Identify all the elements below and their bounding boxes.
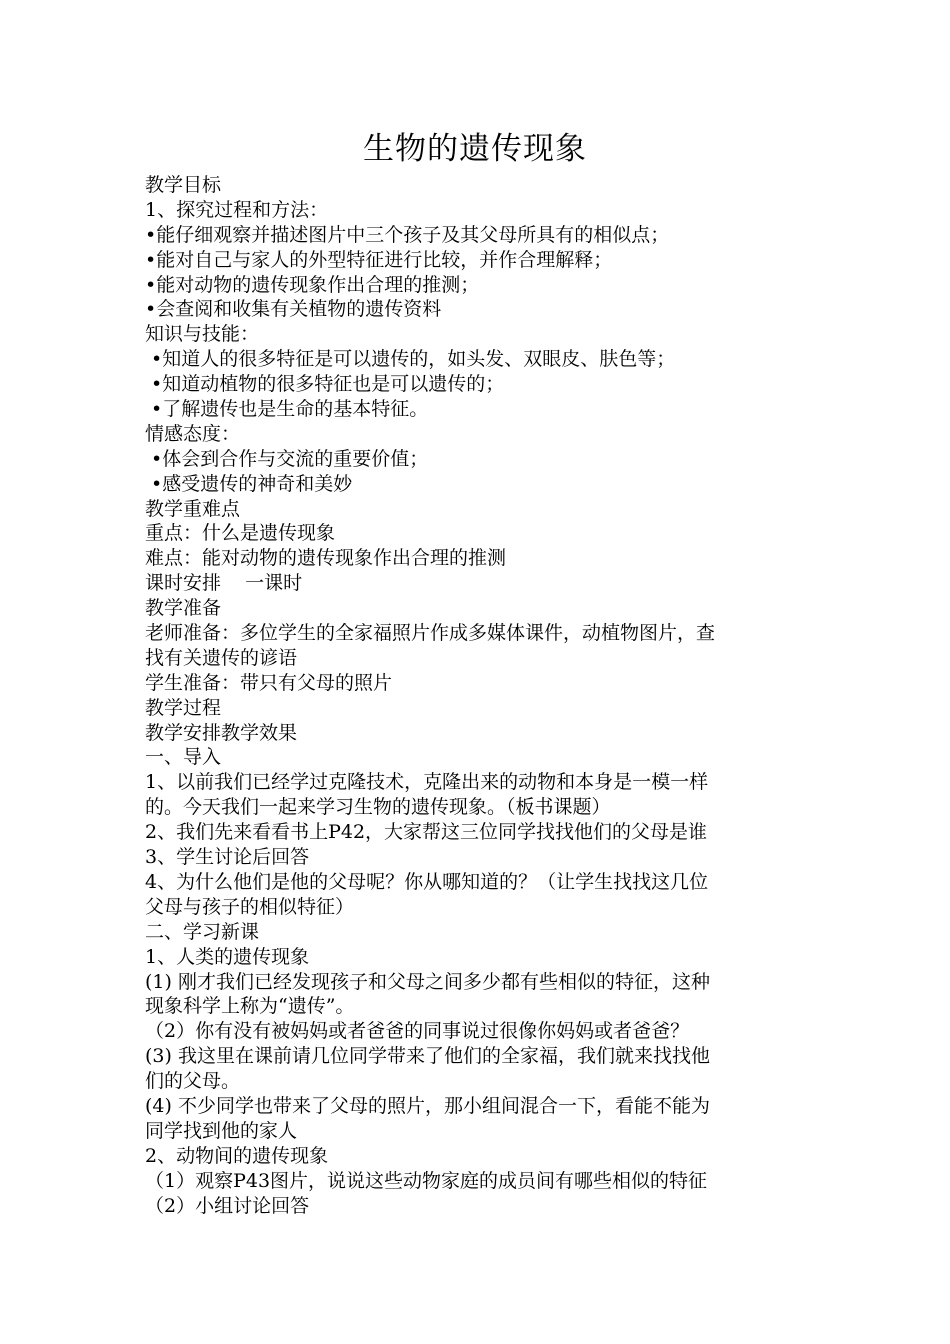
text-line: 1、以前我们已经学过克隆技术，克隆出来的动物和本身是一模一样: [145, 771, 709, 794]
text-line: (3) 我这里在课前请几位同学带来了他们的全家福，我们就来找找他: [145, 1045, 710, 1068]
text-line: 教学准备: [145, 597, 222, 620]
document-title: 生物的遗传现象: [363, 131, 587, 167]
text-line: （1）观察P43图片，说说这些动物家庭的成员间有哪些相似的特征: [145, 1169, 708, 1192]
text-line: (4) 不少同学也带来了父母的照片，那小组间混合一下，看能不能为: [145, 1094, 710, 1117]
text-line: 难点：能对动物的遗传现象作出合理的推测: [145, 547, 507, 570]
text-line: 4、为什么他们是他的父母呢？你从哪知道的？（让学生找找这几位: [145, 870, 709, 893]
document-body: [145, 173, 810, 1218]
text-line: 重点：什么是遗传现象: [145, 522, 336, 545]
text-line: 学生准备：带只有父母的照片: [145, 671, 393, 694]
text-line: •知道动植物的很多特征也是可以遗传的；: [145, 373, 505, 396]
text-line: •了解遗传也是生命的基本特征。: [145, 398, 429, 421]
text-line: •能对动物的遗传现象作出合理的推测；: [145, 273, 480, 296]
text-line: 教学目标: [145, 174, 222, 196]
text-line: •体会到合作与交流的重要价值；: [145, 447, 429, 470]
text-line: 同学找到他的家人: [145, 1119, 298, 1142]
text-line: •会查阅和收集有关植物的遗传资料: [145, 298, 442, 321]
text-line: 二、学习新课: [145, 920, 260, 943]
text-line: （2）你有没有被妈妈或者爸爸的同事说过很像你妈妈或者爸爸？: [145, 1020, 690, 1043]
text-line: 现象科学上称为“遗传”。: [145, 995, 355, 1018]
text-line: 的。今天我们一起来学习生物的遗传现象。（板书课题）: [145, 796, 611, 819]
text-line: 教学重难点: [145, 497, 241, 520]
text-line: 知识与技能：: [145, 323, 260, 346]
text-line: 父母与孩子的相似特征）: [145, 895, 355, 918]
text-line: 情感态度：: [145, 422, 241, 445]
text-line: 1、探究过程和方法：: [145, 198, 329, 221]
text-line: •知道人的很多特征是可以遗传的，如头发、双眼皮、肤色等；: [145, 348, 676, 371]
text-line: 1、人类的遗传现象: [145, 945, 310, 968]
text-line: 3、学生讨论后回答: [145, 846, 310, 869]
text-line: 课时安排 一课时: [145, 572, 303, 595]
text-line: 2、动物间的遗传现象: [145, 1144, 329, 1167]
text-line: （2）小组讨论回答: [145, 1194, 310, 1217]
text-line: •能仔细观察并描述图片中三个孩子及其父母所具有的相似点；: [145, 223, 670, 246]
text-line: 一、导入: [145, 746, 222, 769]
text-line: (1) 刚才我们已经发现孩子和父母之间多少都有些相似的特征，这种: [145, 970, 710, 993]
text-line: 找有关遗传的谚语: [145, 646, 298, 669]
text-line: 教学安排教学效果: [145, 721, 298, 744]
text-line: 老师准备：多位学生的全家福照片作成多媒体课件，动植物图片，查: [145, 622, 716, 645]
text-line: •能对自己与家人的外型特征进行比较，并作合理解释；: [145, 248, 613, 271]
text-line: 们的父母。: [145, 1070, 241, 1093]
text-line: •感受遗传的神奇和美妙: [145, 472, 353, 495]
text-line: 2、我们先来看看书上P42，大家帮这三位同学找找他们的父母是谁: [145, 821, 708, 844]
text-line: 教学过程: [145, 696, 222, 719]
